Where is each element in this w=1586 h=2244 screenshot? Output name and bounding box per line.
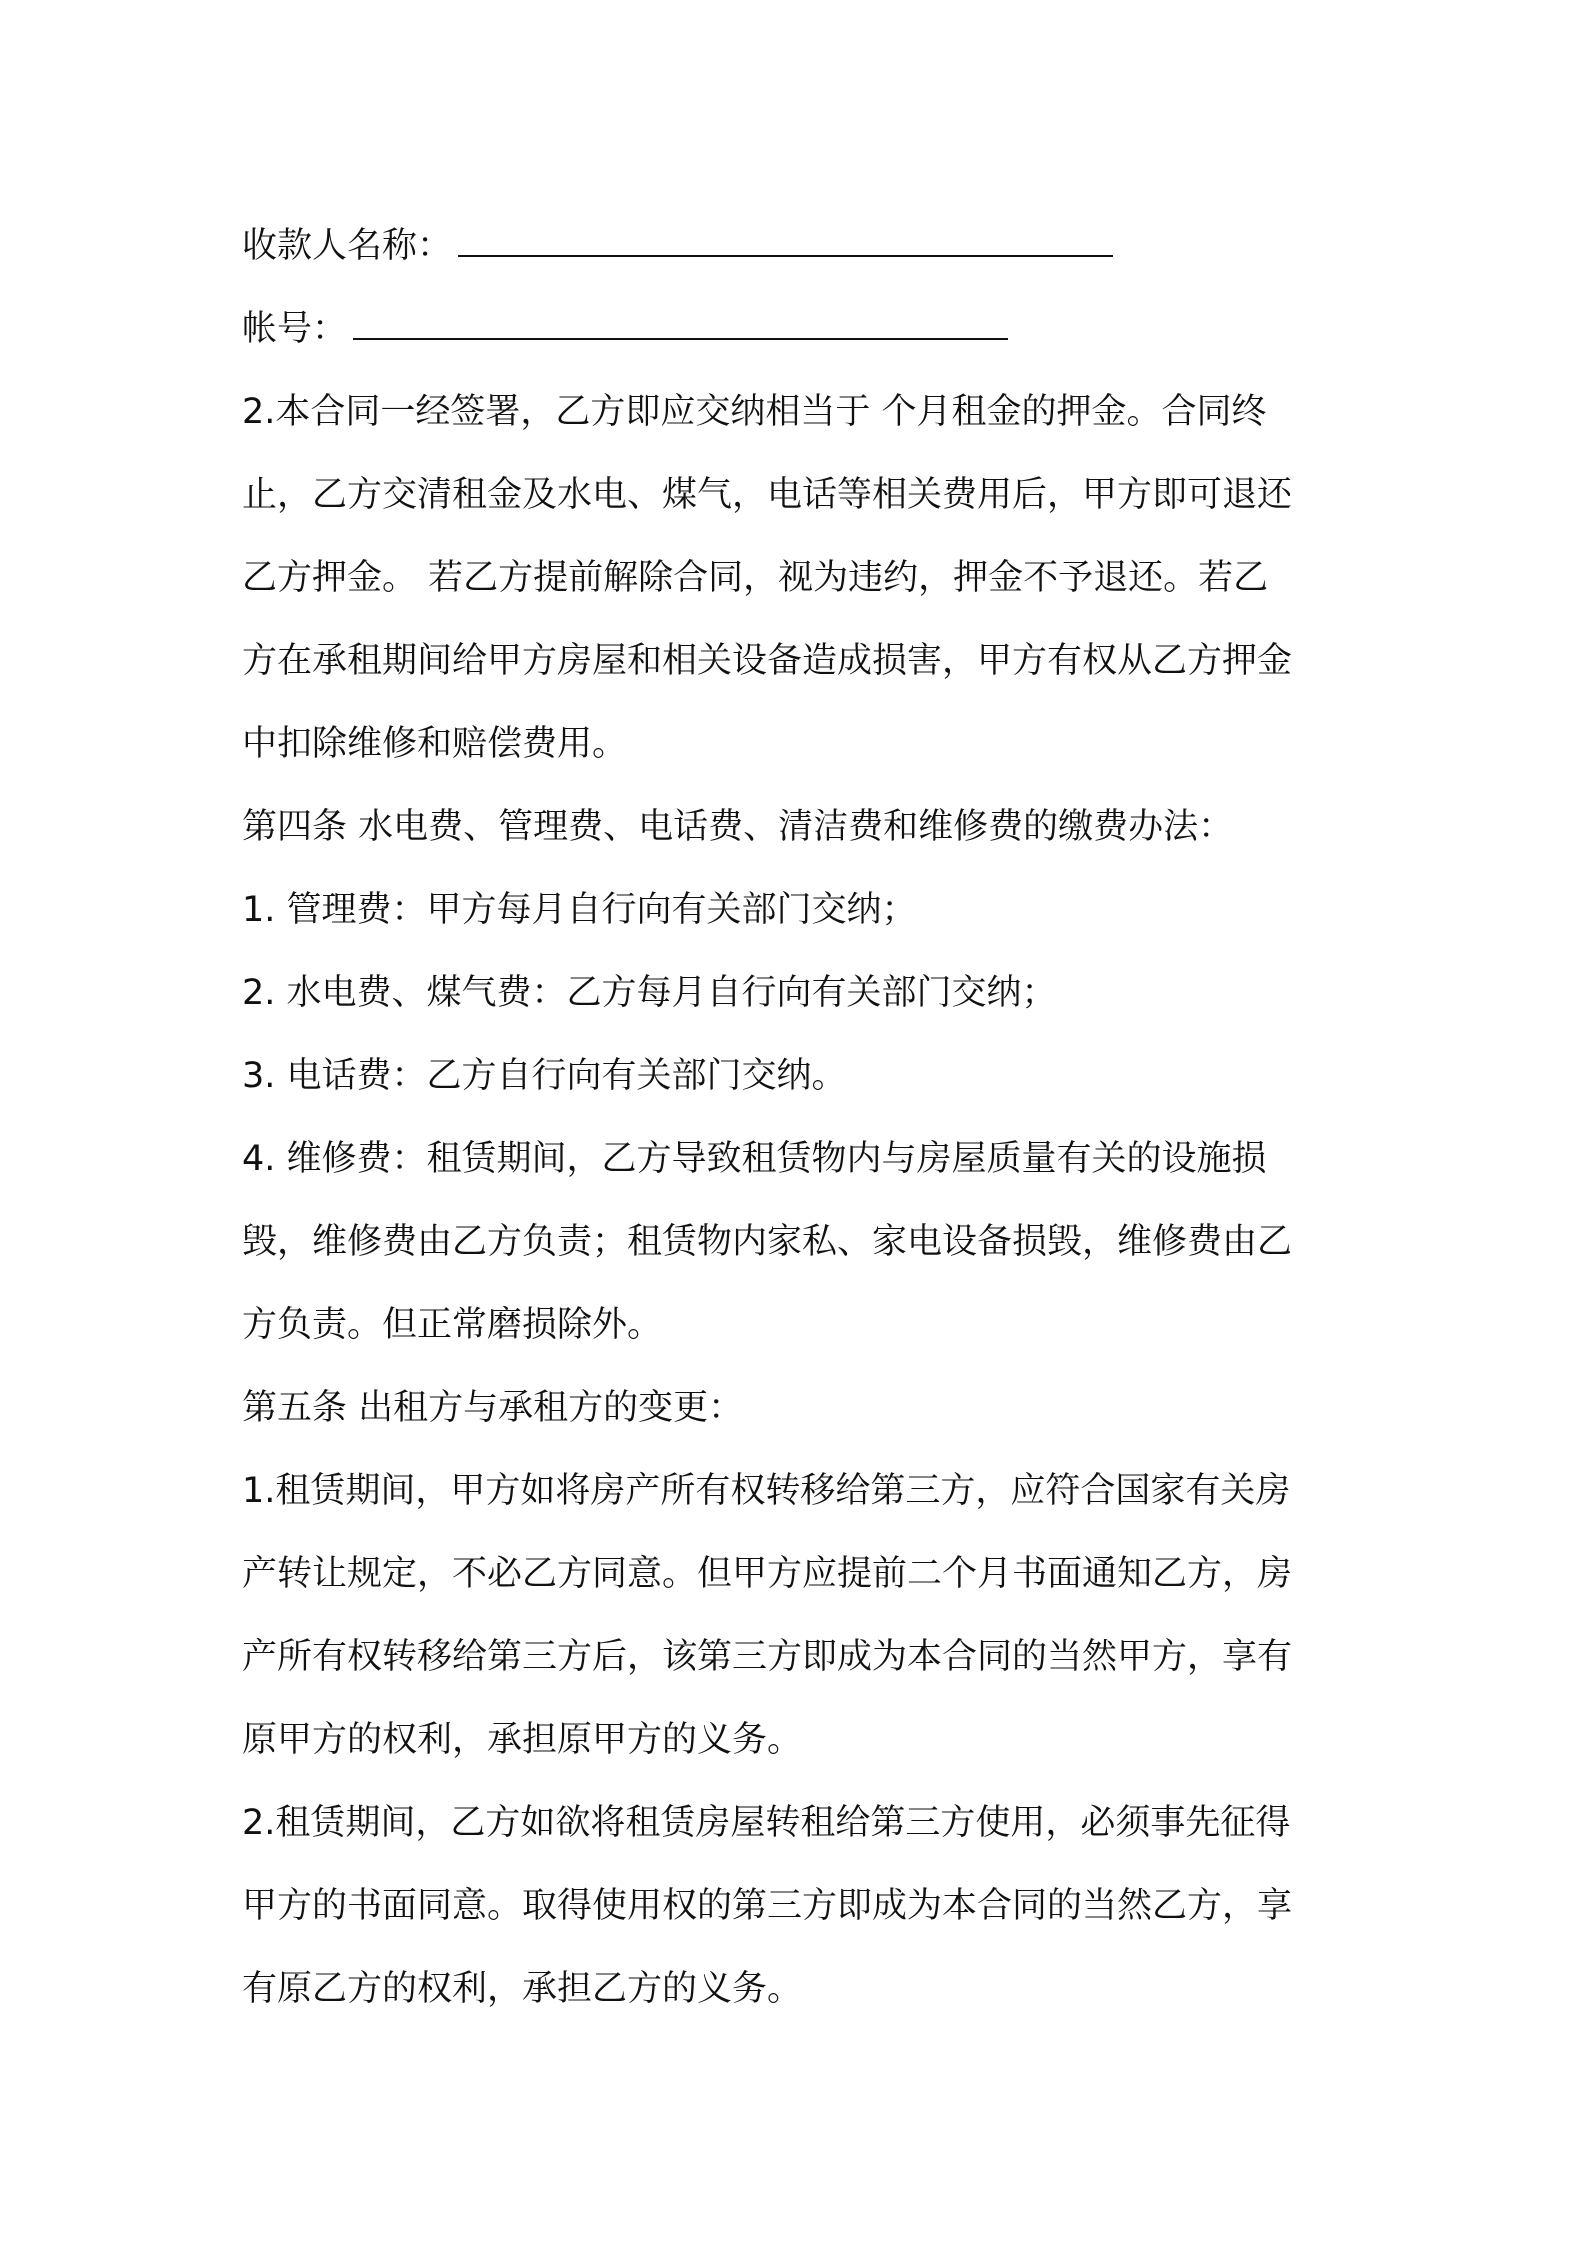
article-5-item-1-line-4: 原甲方的权利，承担原甲方的义务。 bbox=[242, 1720, 803, 1760]
contract-page bbox=[242, 205, 1357, 2031]
deposit-clause-line-4: 方在承租期间给甲方房屋和相关设备造成损害，甲方有权从乙方押金 bbox=[242, 641, 1293, 681]
article-5-heading: 第五条 出租方与承租方的变更： bbox=[242, 1388, 744, 1428]
article-5-item-2-line-1: 2.租赁期间，乙方如欲将租赁房屋转租给第三方使用，必须事先征得 bbox=[242, 1803, 1291, 1843]
article-4-item-2: 2. 水电费、煤气费：乙方每月自行向有关部门交纳； bbox=[242, 973, 1057, 1013]
account-line bbox=[242, 288, 1357, 371]
article-4-item-1: 1. 管理费：甲方每月自行向有关部门交纳； bbox=[242, 890, 917, 930]
payee-name-blank bbox=[458, 223, 1113, 257]
article-4-item-4-line-3: 方负责。但正常磨损除外。 bbox=[242, 1305, 663, 1345]
account-label: 帐号： bbox=[242, 309, 348, 349]
deposit-clause-line-2: 止，乙方交清租金及水电、煤气，电话等相关费用后，甲方即可退还 bbox=[242, 475, 1293, 515]
article-4-item-4-line-2: 毁，维修费由乙方负责；租赁物内家私、家电设备损毁，维修费由乙 bbox=[242, 1222, 1293, 1262]
payee-name-label: 收款人名称： bbox=[242, 226, 453, 266]
article-5-item-2-line-2: 甲方的书面同意。取得使用权的第三方即成为本合同的当然乙方，享 bbox=[242, 1886, 1293, 1926]
deposit-clause-line-1: 2.本合同一经签署，乙方即应交纳相当于 个月租金的押金。合同终 bbox=[242, 392, 1267, 432]
article-4-heading: 第四条 水电费、管理费、电话费、清洁费和维修费的缴费办法： bbox=[242, 807, 1234, 847]
article-5-item-1-line-3: 产所有权转移给第三方后，该第三方即成为本合同的当然甲方，享有 bbox=[242, 1637, 1293, 1677]
account-blank bbox=[353, 306, 1008, 340]
deposit-clause-line-5: 中扣除维修和赔偿费用。 bbox=[242, 724, 628, 764]
article-5-item-2-line-3: 有原乙方的权利，承担乙方的义务。 bbox=[242, 1969, 803, 2009]
article-4-item-4-line-1: 4. 维修费：租赁期间，乙方导致租赁物内与房屋质量有关的设施损 bbox=[242, 1139, 1267, 1179]
article-5-item-1-line-1: 1.租赁期间，甲方如将房产所有权转移给第三方，应符合国家有关房 bbox=[242, 1471, 1291, 1511]
article-5-item-1-line-2: 产转让规定，不必乙方同意。但甲方应提前二个月书面通知乙方，房 bbox=[242, 1554, 1293, 1594]
payee-name-line bbox=[242, 205, 1357, 288]
article-4-item-3: 3. 电话费：乙方自行向有关部门交纳。 bbox=[242, 1056, 847, 1096]
deposit-clause-line-3: 乙方押金。 若乙方提前解除合同，视为违约，押金不予退还。若乙 bbox=[242, 558, 1269, 598]
